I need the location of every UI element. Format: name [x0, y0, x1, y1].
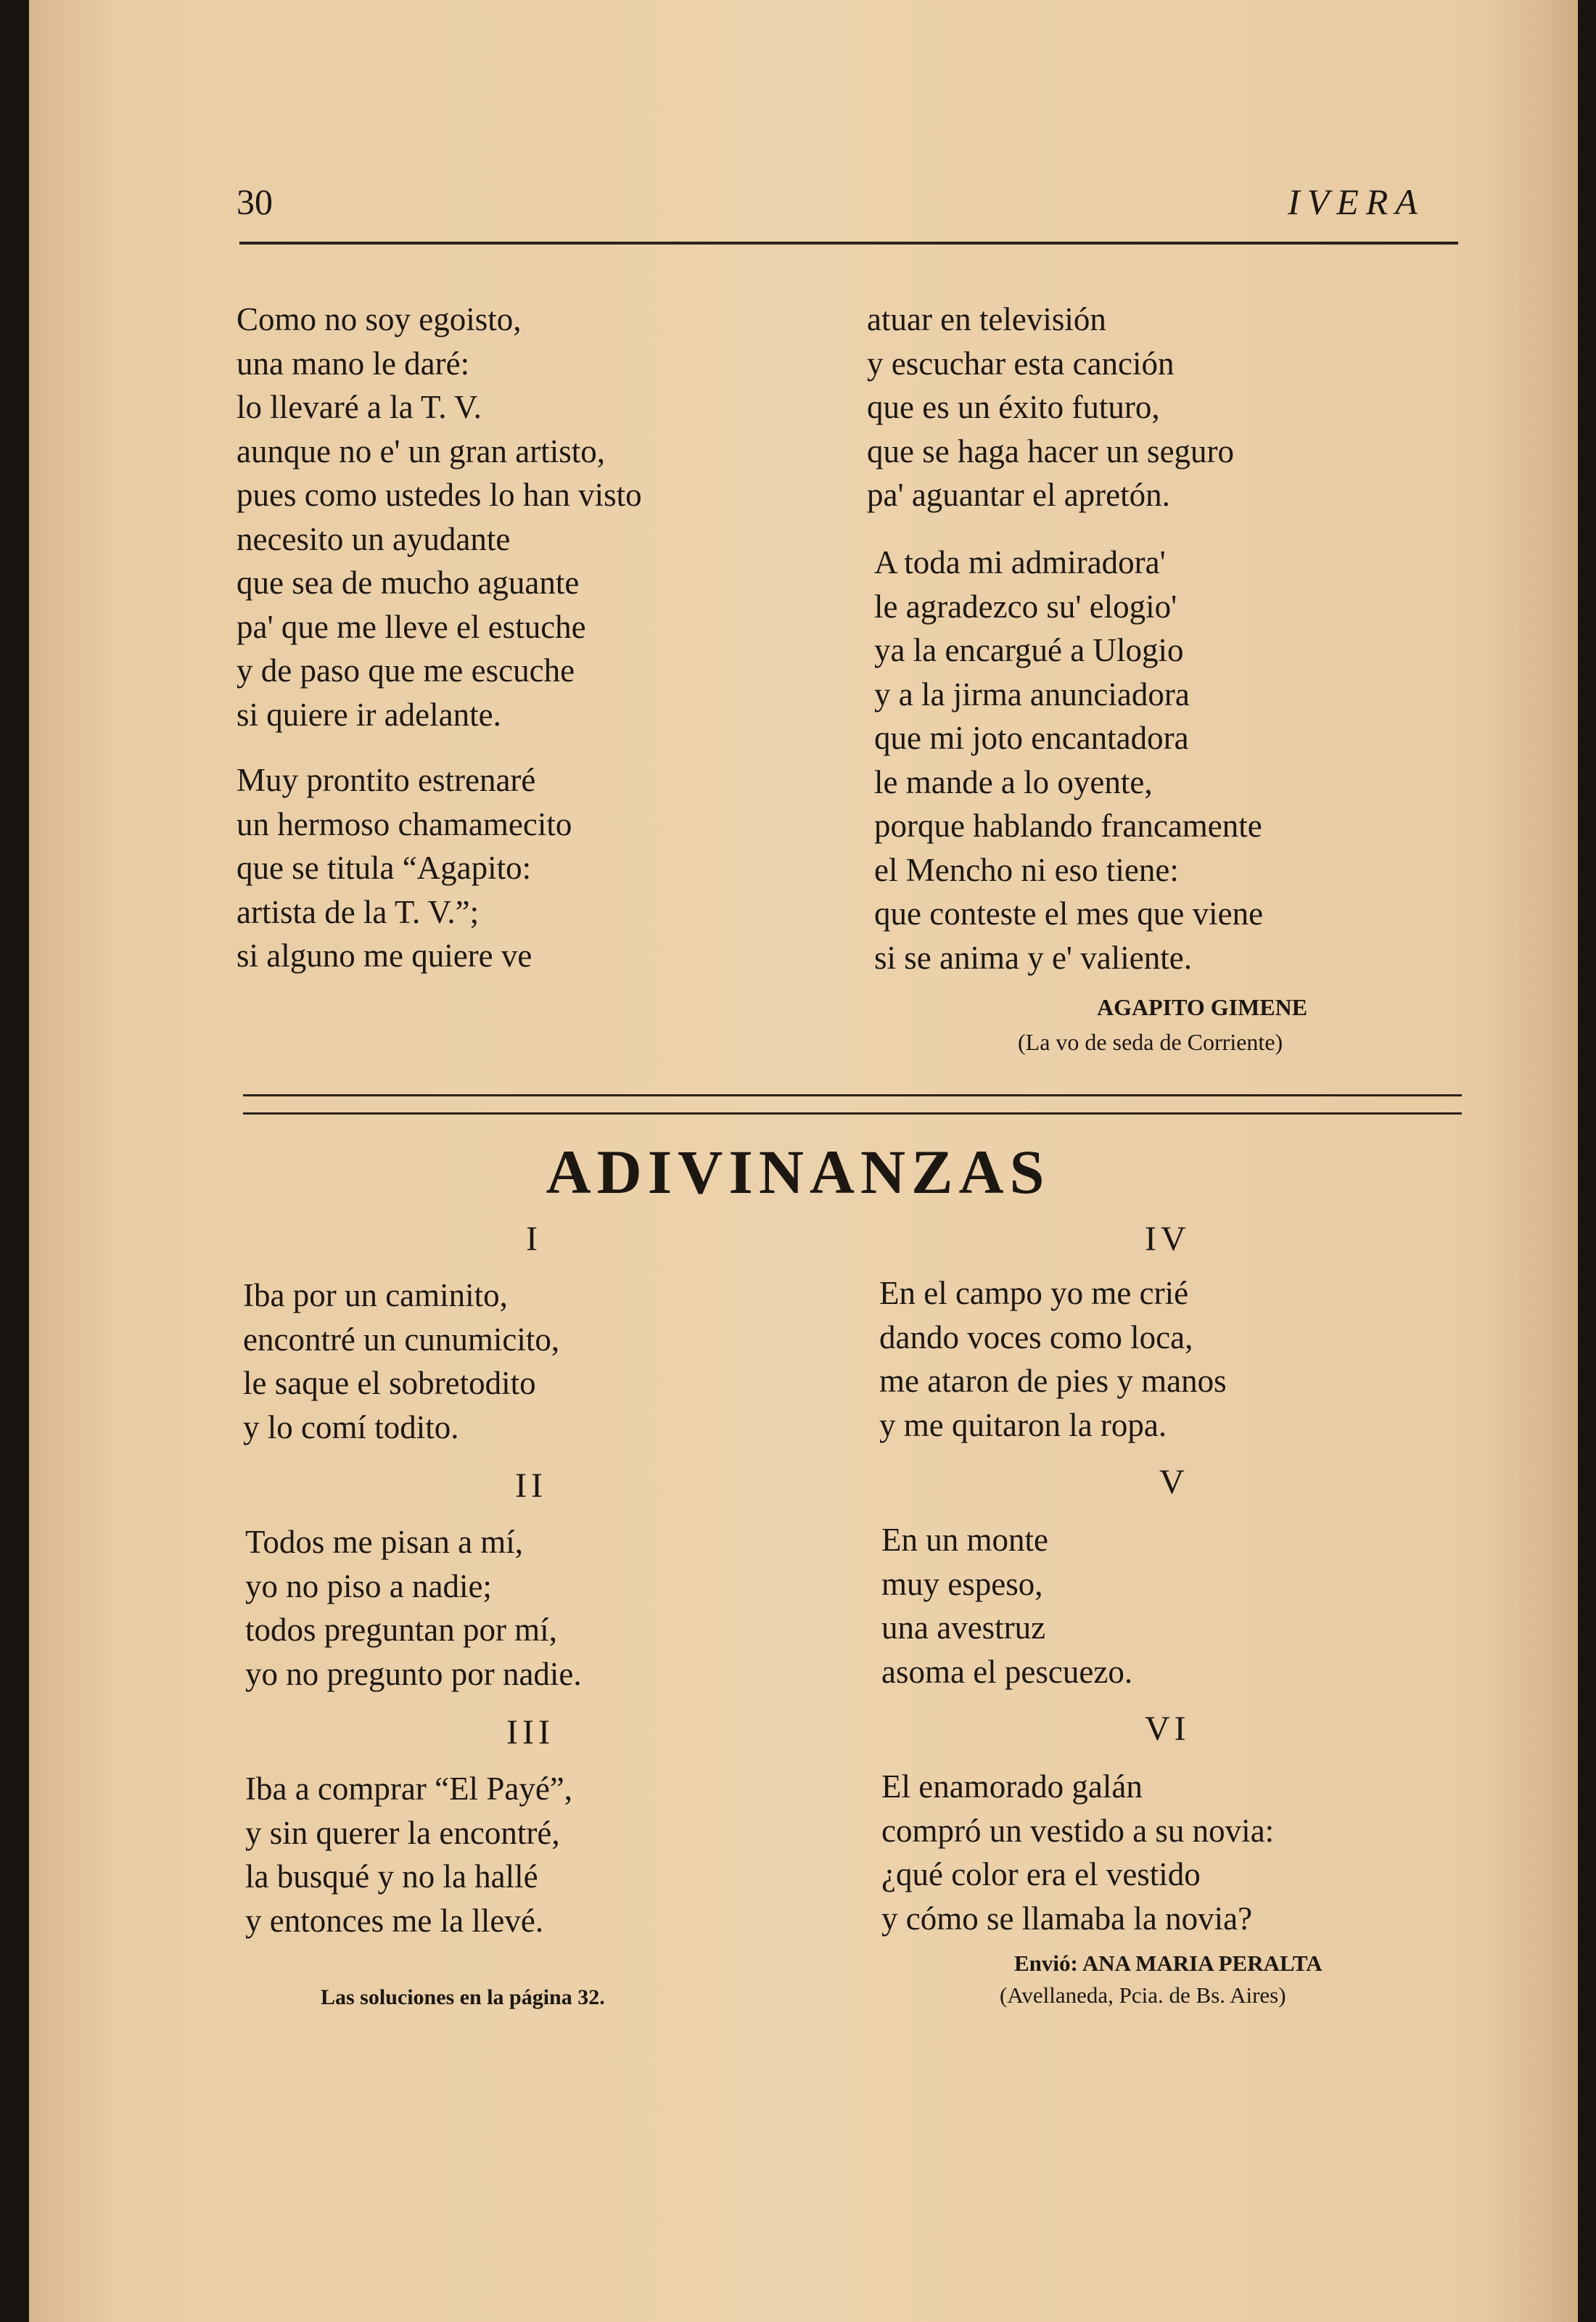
verse-line: yo no piso a nadie;: [245, 1567, 492, 1604]
verse-line: si quiere ir adelante.: [236, 696, 501, 733]
riddle-sender-location: (Avellaneda, Pcia. de Bs. Aires): [1000, 1982, 1286, 2008]
poem-left-stanza-1: [236, 298, 642, 737]
verse-line: El enamorado galán: [881, 1768, 1143, 1805]
verse-line: ya la encargué a Ulogio: [874, 632, 1184, 668]
verse-line: porque hablando francamente: [874, 808, 1262, 844]
verse-line: muy espeso,: [881, 1565, 1043, 1602]
verse-line: Iba por un caminito,: [243, 1277, 508, 1313]
verse-line: me ataron de pies y manos: [879, 1363, 1227, 1399]
riddle-numeral: I: [526, 1220, 542, 1258]
verse-line: Como no soy egoisto,: [236, 301, 522, 337]
verse-line: le mande a lo oyente,: [874, 763, 1153, 800]
verse-line: aunque no e' un gran artisto,: [236, 432, 605, 469]
page-number: 30: [236, 181, 273, 222]
verse-line: y lo comí todito.: [243, 1408, 459, 1445]
poem-left-stanza-2: [236, 758, 572, 978]
riddle-4: [879, 1271, 1227, 1447]
verse-line: ¿qué color era el vestido: [881, 1856, 1201, 1892]
verse-line: una mano le daré:: [236, 345, 470, 382]
verse-line: y de paso que me escuche: [236, 652, 575, 689]
verse-line: compró un vestido a su novia:: [881, 1812, 1275, 1849]
verse-line: Iba a comprar “El Payé”,: [245, 1771, 573, 1807]
verse-line: atuar en televisión: [867, 301, 1106, 337]
riddles-title: ADIVINANZAS: [546, 1137, 1050, 1207]
riddle-1: [243, 1273, 559, 1449]
verse-line: En un monte: [881, 1522, 1048, 1558]
verse-line: encontré un cunumicito,: [243, 1321, 560, 1358]
solutions-note: Las soluciones en la página 32.: [321, 1985, 605, 2009]
verse-line: yo no pregunto por nadie.: [245, 1655, 582, 1692]
verse-line: y entonces me la llevé.: [245, 1902, 544, 1939]
verse-line: y a la jirma anunciadora: [874, 676, 1190, 713]
header-rule: [239, 242, 1458, 245]
verse-line: le saque el sobretodito: [243, 1365, 536, 1401]
verse-line: y sin querer la encontré,: [245, 1814, 560, 1851]
verse-line: Muy prontito estrenaré: [236, 762, 536, 798]
verse-line: pa' aguantar el apretón.: [867, 477, 1170, 513]
poem-right-stanza-1: [867, 298, 1234, 517]
verse-line: pa' que me lleve el estuche: [236, 608, 586, 645]
verse-line: le agradezco su' elogio': [874, 588, 1177, 625]
verse-line: artista de la T. V.”;: [236, 893, 480, 930]
verse-line: todos preguntan por mí,: [245, 1612, 557, 1648]
verse-line: que se titula “Agapito:: [236, 850, 532, 886]
riddle-numeral: IV: [1145, 1220, 1190, 1258]
verse-line: que se haga hacer un seguro: [867, 432, 1235, 469]
riddle-numeral: V: [1159, 1463, 1189, 1501]
riddle-3: [245, 1767, 572, 1942]
verse-line: pues como ustedes lo han visto: [236, 477, 642, 513]
verse-line: A toda mi admiradora': [874, 544, 1166, 580]
riddle-2: [245, 1520, 582, 1696]
riddle-sender: Envió: ANA MARIA PERALTA: [1014, 1950, 1323, 1976]
poem-author: AGAPITO GIMENE: [1097, 994, 1308, 1020]
poem-author-note: (La vo de seda de Corriente): [1018, 1029, 1283, 1055]
riddle-5: [881, 1518, 1132, 1694]
verse-line: que es un éxito futuro,: [867, 389, 1160, 425]
riddle-numeral: III: [506, 1713, 554, 1752]
verse-line: que conteste el mes que viene: [874, 895, 1264, 932]
section-rule-bottom: [243, 1112, 1462, 1115]
verse-line: asoma el pescuezo.: [881, 1653, 1133, 1690]
verse-line: y cómo se llamaba la novia?: [881, 1900, 1253, 1937]
verse-line: necesito un ayudante: [236, 520, 511, 557]
riddle-numeral: II: [515, 1466, 547, 1505]
verse-line: En el campo yo me crié: [879, 1275, 1189, 1311]
verse-line: una avestruz: [881, 1609, 1046, 1646]
verse-line: si se anima y e' valiente.: [874, 939, 1192, 976]
section-rule-top: [243, 1094, 1462, 1096]
verse-line: Todos me pisan a mí,: [245, 1524, 524, 1560]
verse-line: lo llevaré a la T. V.: [236, 389, 482, 425]
verse-line: y escuchar esta canción: [867, 345, 1175, 382]
verse-line: y me quitaron la ropa.: [879, 1406, 1167, 1443]
riddle-6: [881, 1765, 1274, 1940]
verse-line: que sea de mucho aguante: [236, 565, 580, 601]
verse-line: dando voces como loca,: [879, 1318, 1193, 1355]
verse-line: la busqué y no la hallé: [245, 1858, 538, 1895]
verse-line: un hermoso chamamecito: [236, 805, 572, 842]
verse-line: el Mencho ni eso tiene:: [874, 851, 1179, 888]
magazine-name: IVERA: [1288, 181, 1425, 222]
poem-right-stanza-2: [874, 541, 1263, 980]
verse-line: si alguno me quiere ve: [236, 938, 532, 974]
verse-line: que mi joto encantadora: [874, 720, 1189, 756]
riddle-numeral: VI: [1145, 1710, 1190, 1748]
